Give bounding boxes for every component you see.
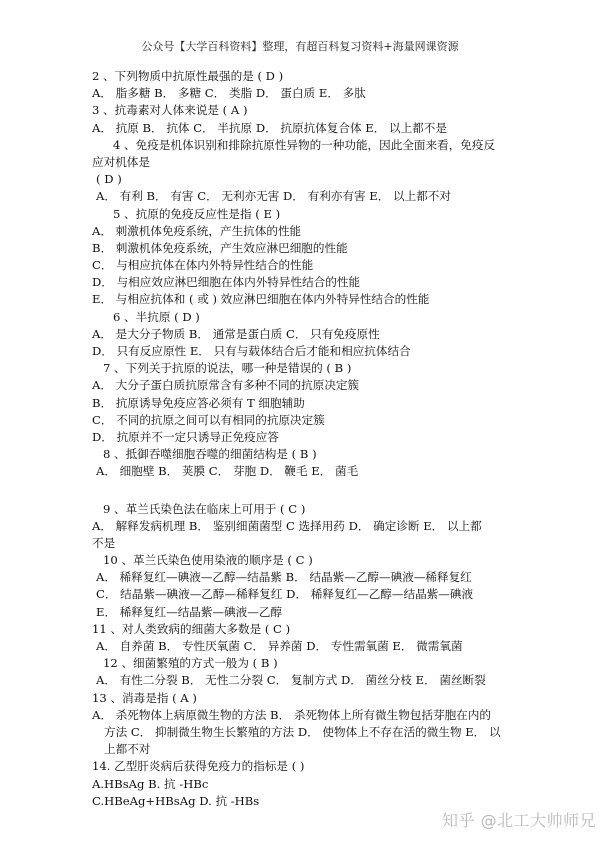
text-line: A． 杀死物体上病原微生物的方法 B． 杀死物体上所有微生物包括芽胞在内的 (92, 707, 491, 722)
text-line: A． 大分子蛋白质抗原常含有多种不同的抗原决定簇 (92, 378, 360, 393)
text-line: 8 、抵御吞噬细胞吞噬的细菌结构是 ( B ) (103, 447, 317, 462)
text-line: A.HBsAg B. 抗 -HBc (92, 776, 209, 791)
text-line: C． 结晶紫—碘液—乙醇—稀释复红 D． 稀释复红—乙醇—结晶紫—碘液 (96, 587, 474, 602)
text-line: 方法 C． 抑制微生物生长繁殖的方法 D． 使物体上不存在活的微生物 E． 以 (104, 724, 501, 739)
text-line: A． 自养菌 B． 专性厌氧菌 C． 异养菌 D． 专性需氧菌 E． 微需氧菌 (96, 639, 463, 653)
text-line: A． 解释发病机理 B． 鉴别细菌菌型 C 选择用药 D． 确定诊断 E． 以上都 (92, 518, 482, 533)
text-line: 9 、革兰氏染色法在临床上可用于 ( C ) (103, 501, 306, 516)
text-line: B． 抗原诱导免疫应答必须有 T 细胞辅助 (92, 395, 305, 410)
text-line: E． 与相应抗体和 ( 或 ) 效应淋巴细胞在体内外特异性结合的性能 (92, 292, 430, 307)
text-line: 不是 (92, 535, 116, 550)
text-line: 13 、消毒是指 ( A ) (92, 690, 197, 705)
text-line: 4 、免疫是机体识别和排除抗原性异物的一种功能，因此全面来看，免疫反 (113, 137, 496, 152)
text-line: 2 、下列物质中抗原性最强的是 ( D ) (92, 69, 284, 83)
text-line: ( D ) (96, 172, 122, 187)
watermark: 知乎 @北工大帅师兄 (442, 811, 597, 830)
text-line: A． 是大分子物质 B． 通常是蛋白质 C． 只有免疫原性 (92, 326, 380, 341)
text-line: A． 抗原 B． 抗体 C． 半抗原 D． 抗原抗体复合体 E． 以上都不是 (92, 120, 447, 135)
text-line: A． 脂多糖 B． 多糖 C． 类脂 D． 蛋白质 E． 多肽 (92, 86, 366, 101)
text-line: C． 与相应抗体在体内外特异性结合的性能 (92, 258, 314, 273)
text-line: A． 刺激机体免疫系统，产生抗体的性能 (92, 223, 302, 238)
text-line: 应对机体是 (92, 154, 150, 169)
text-line: B． 刺激机体免疫系统，产生效应淋巴细胞的性能 (92, 240, 348, 255)
page-header: 公众号【大学百科资料】整理，有超百科复习资料+海量网课资源 (141, 40, 459, 53)
text-line: 11 、对人类致病的细菌大多数是 ( C ) (92, 621, 291, 636)
text-line: C． 不同的抗原之间可以有相同的抗原决定簇 (92, 412, 325, 427)
text-line: A． 细胞壁 B． 荚膜 C． 芽胞 D． 鞭毛 E． 菌毛 (96, 464, 359, 479)
document-body (0, 68, 600, 810)
text-line: 12 、细菌繁殖的方式一般为 ( B ) (103, 656, 278, 671)
text-line: A． 有性二分裂 B． 无性二分裂 C． 复制方式 D． 菌丝分枝 E． 菌丝断裂 (96, 673, 486, 688)
text-line: C.HBeAg+HBsAg D. 抗 -HBs (92, 793, 260, 808)
text-line: A． 稀释复红—碘液—乙醇—结晶紫 B． 结晶紫—乙醇—碘液—稀释复红 (96, 570, 472, 585)
text-line: D． 抗原并不一定只诱导正免疫应答 (92, 429, 279, 444)
text-line: 7 、下列关于抗原的说法，哪一种是错误的 ( B ) (103, 361, 352, 376)
text-line: E． 稀释复红—结晶紫—碘液—乙醇 (96, 604, 283, 619)
text-line: D． 只有反应原性 E． 只有与载体结合后才能和相应抗体结合 (92, 344, 411, 358)
text-line: 10 、革兰氏染色使用染液的顺序是 ( C ) (103, 553, 313, 568)
text-line: 6 、半抗原 ( D ) (113, 309, 200, 324)
text-line: 上都不对 (104, 742, 151, 757)
text-line: 14. 乙型肝炎病后获得免疫力的指标是 ( ) (92, 759, 305, 774)
text-line: 5 、抗原的免疫反应性是指 ( E ) (113, 206, 281, 221)
spacer (0, 481, 600, 501)
text-line: D． 与相应效应淋巴细胞在体内外特异性结合的性能 (92, 275, 361, 290)
text-line: 3 、抗毒素对人体来说是 ( A ) (92, 103, 248, 118)
text-line: A． 有利 B． 有害 C． 无利亦无害 D． 有利亦有害 E． 以上都不对 (96, 189, 451, 204)
